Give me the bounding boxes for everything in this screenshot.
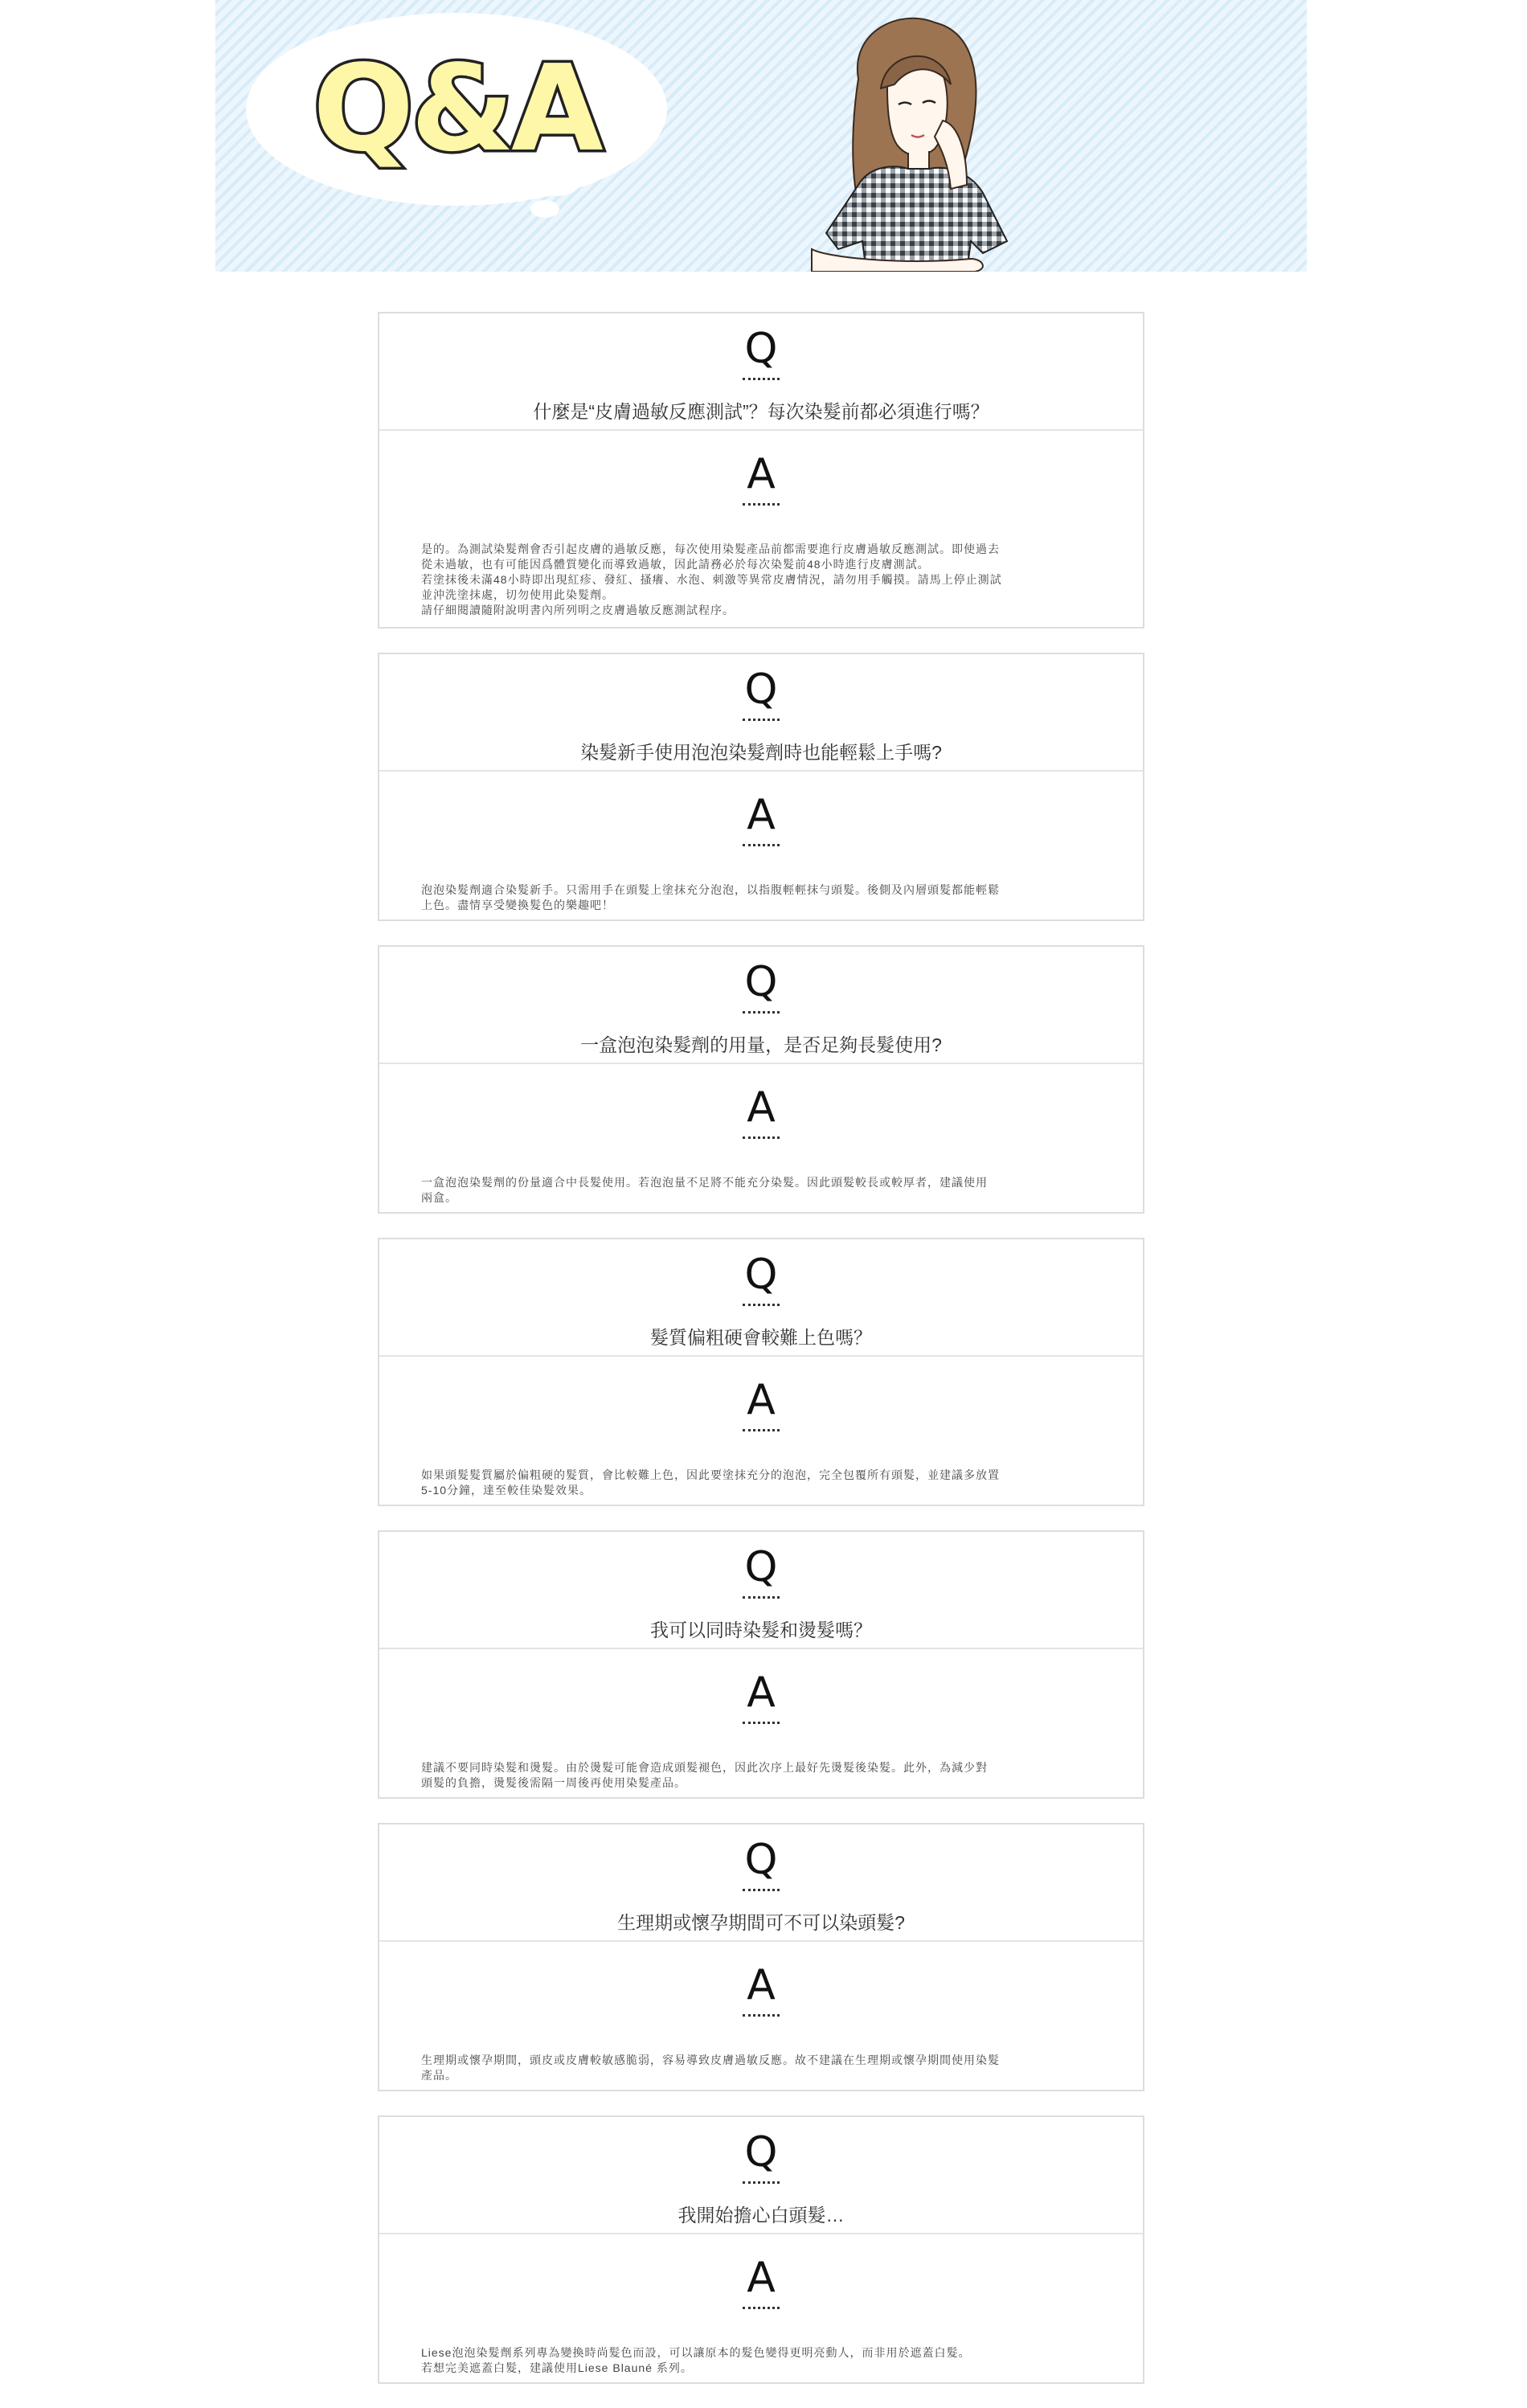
a-label: A bbox=[747, 791, 776, 839]
answer-line: 產品。 bbox=[421, 2069, 457, 2082]
faq-question-section bbox=[379, 947, 1143, 1064]
answer-line: 頭髮的負擔，燙髮後需隔一周後再使用染髮產品。 bbox=[421, 1776, 686, 1789]
faq-answer bbox=[421, 542, 1101, 618]
faq-question-section bbox=[379, 1824, 1143, 1942]
answer-line: 建議不要同時染髮和燙髮。由於燙髮可能會造成頭髮褪色，因此次序上最好先燙髮後染髮。此外，為減少對 bbox=[421, 1761, 988, 1774]
faq-question: 我可以同時染髮和燙髮嗎？ bbox=[650, 1620, 872, 1640]
faq-answer bbox=[421, 1760, 1101, 1791]
answer-line: 兩盒。 bbox=[421, 1191, 457, 1204]
faq-question-section bbox=[379, 1532, 1143, 1649]
answer-line: 從未過敏，也有可能因爲體質變化而導致過敏，因此請務必於每次染髮前48小時進行皮膚測試。 bbox=[421, 558, 930, 571]
answer-line: 並沖洗塗抹處，切勿使用此染髮劑。 bbox=[421, 588, 614, 601]
answer-line: Liese泡泡染髮劑系列專為變換時尚髮色而設，可以讓原本的髮色變得更明亮動人，而非用於遮蓋白髮。 bbox=[421, 2346, 971, 2359]
faq-answer bbox=[421, 2053, 1101, 2083]
dotted-divider bbox=[743, 1429, 780, 1431]
faq-question-section bbox=[379, 313, 1143, 431]
a-label: A bbox=[747, 1669, 776, 1717]
a-label: A bbox=[747, 1376, 776, 1424]
q-label: Q bbox=[744, 2128, 778, 2177]
a-label: A bbox=[747, 2254, 776, 2302]
woman-thinking-illustration bbox=[812, 18, 1007, 272]
dotted-divider bbox=[743, 1136, 780, 1139]
faq-question: 染髮新手使用泡泡染髮劑時也能輕鬆上手嗎? bbox=[580, 742, 942, 763]
a-label: A bbox=[747, 450, 776, 498]
q-label: Q bbox=[744, 958, 778, 1006]
a-label: A bbox=[747, 1961, 776, 2009]
a-label: A bbox=[747, 1083, 776, 1132]
dotted-divider bbox=[743, 1011, 780, 1014]
answer-line: 泡泡染髮劑適合染髮新手。只需用手在頭髮上塗抹充分泡泡，以指腹輕輕抹勻頭髮。後側及內層頭髮都能輕鬆 bbox=[421, 883, 1000, 896]
dotted-divider bbox=[743, 378, 780, 380]
answer-line: 請仔細閱讀隨附說明書內所列明之皮膚過敏反應測試程序。 bbox=[421, 604, 735, 616]
faq-question: 生理期或懷孕期間可不可以染頭髮? bbox=[617, 1912, 905, 1933]
qa-logo-text: Q&A bbox=[313, 39, 600, 178]
answer-line: 是的。為測試染髮劑會否引起皮膚的過敏反應，每次使用染髮產品前都需要進行皮膚過敏反應測試。即使過去 bbox=[421, 543, 1000, 555]
faq-item bbox=[378, 653, 1144, 921]
q-label: Q bbox=[744, 1543, 778, 1591]
faq-question-section bbox=[379, 654, 1143, 772]
answer-line: 生理期或懷孕期間，頭皮或皮膚較敏感脆弱，容易導致皮膚過敏反應。故不建議在生理期或懷孕期間使用染髮 bbox=[421, 2054, 1000, 2066]
dotted-divider bbox=[743, 1596, 780, 1599]
dotted-divider bbox=[743, 2307, 780, 2309]
q-label: Q bbox=[744, 325, 778, 373]
answer-line: 一盒泡泡染髮劑的份量適合中長髮使用。若泡泡量不足將不能充分染髮。因此頭髮較長或較厚者，建議使用 bbox=[421, 1176, 988, 1189]
faq-answer-section bbox=[379, 2234, 1143, 2392]
faq-answer-section bbox=[379, 772, 1143, 929]
q-label: Q bbox=[744, 1836, 778, 1884]
faq-answer-section bbox=[379, 1942, 1143, 2099]
faq-list bbox=[378, 312, 1144, 2408]
hero-illustration bbox=[215, 0, 1307, 272]
faq-answer bbox=[421, 883, 1101, 913]
faq-item bbox=[378, 312, 1144, 629]
faq-item bbox=[378, 945, 1144, 1214]
faq-answer bbox=[421, 1468, 1101, 1498]
faq-question-section bbox=[379, 2117, 1143, 2234]
answer-line: 上色。盡情享受變換髮色的樂趣吧！ bbox=[421, 899, 614, 911]
faq-item bbox=[378, 1823, 1144, 2091]
dotted-divider bbox=[743, 1304, 780, 1306]
faq-question: 我開始擔心白頭髮… bbox=[678, 2205, 845, 2226]
answer-line: 如果頭髮髮質屬於偏粗硬的髮質，會比較難上色，因此要塗抹充分的泡泡，完全包覆所有頭髮，並建議多放置 bbox=[421, 1468, 1000, 1481]
faq-answer bbox=[421, 1175, 1101, 1206]
dotted-divider bbox=[743, 1889, 780, 1891]
dotted-divider bbox=[743, 1722, 780, 1724]
answer-line: 若想完美遮蓋白髮，建議使用Liese Blauné 系列。 bbox=[421, 2361, 693, 2374]
faq-item bbox=[378, 1238, 1144, 1506]
answer-line: 若塗抹後未滿48小時即出現紅疹、發紅、搔癢、水泡、刺激等異常皮膚情況，請勿用手觸摸。請馬上停止測試 bbox=[421, 573, 1002, 586]
q-label: Q bbox=[744, 665, 778, 714]
faq-question: 什麼是“皮膚過敏反應測試”？每次染髮前都必須進行嗎？ bbox=[533, 401, 989, 422]
faq-question: 髮質偏粗硬會較難上色嗎？ bbox=[650, 1327, 872, 1348]
faq-answer-section bbox=[379, 1649, 1143, 1807]
faq-answer-section bbox=[379, 431, 1143, 634]
answer-line: 5-10分鐘，達至較佳染髮效果。 bbox=[421, 1484, 592, 1497]
faq-answer-section bbox=[379, 1064, 1143, 1222]
dotted-divider bbox=[743, 719, 780, 721]
faq-answer-section bbox=[379, 1357, 1143, 1514]
faq-question-section bbox=[379, 1239, 1143, 1357]
faq-answer bbox=[421, 2345, 1101, 2376]
dotted-divider bbox=[743, 844, 780, 846]
dotted-divider bbox=[743, 503, 780, 506]
faq-question: 一盒泡泡染髮劑的用量，是否足夠長髮使用? bbox=[580, 1034, 942, 1055]
faq-item bbox=[378, 1530, 1144, 1799]
qa-hero-banner bbox=[215, 0, 1307, 272]
q-label: Q bbox=[744, 1251, 778, 1299]
dotted-divider bbox=[743, 2181, 780, 2184]
faq-item bbox=[378, 2115, 1144, 2384]
dotted-divider bbox=[743, 2014, 780, 2017]
